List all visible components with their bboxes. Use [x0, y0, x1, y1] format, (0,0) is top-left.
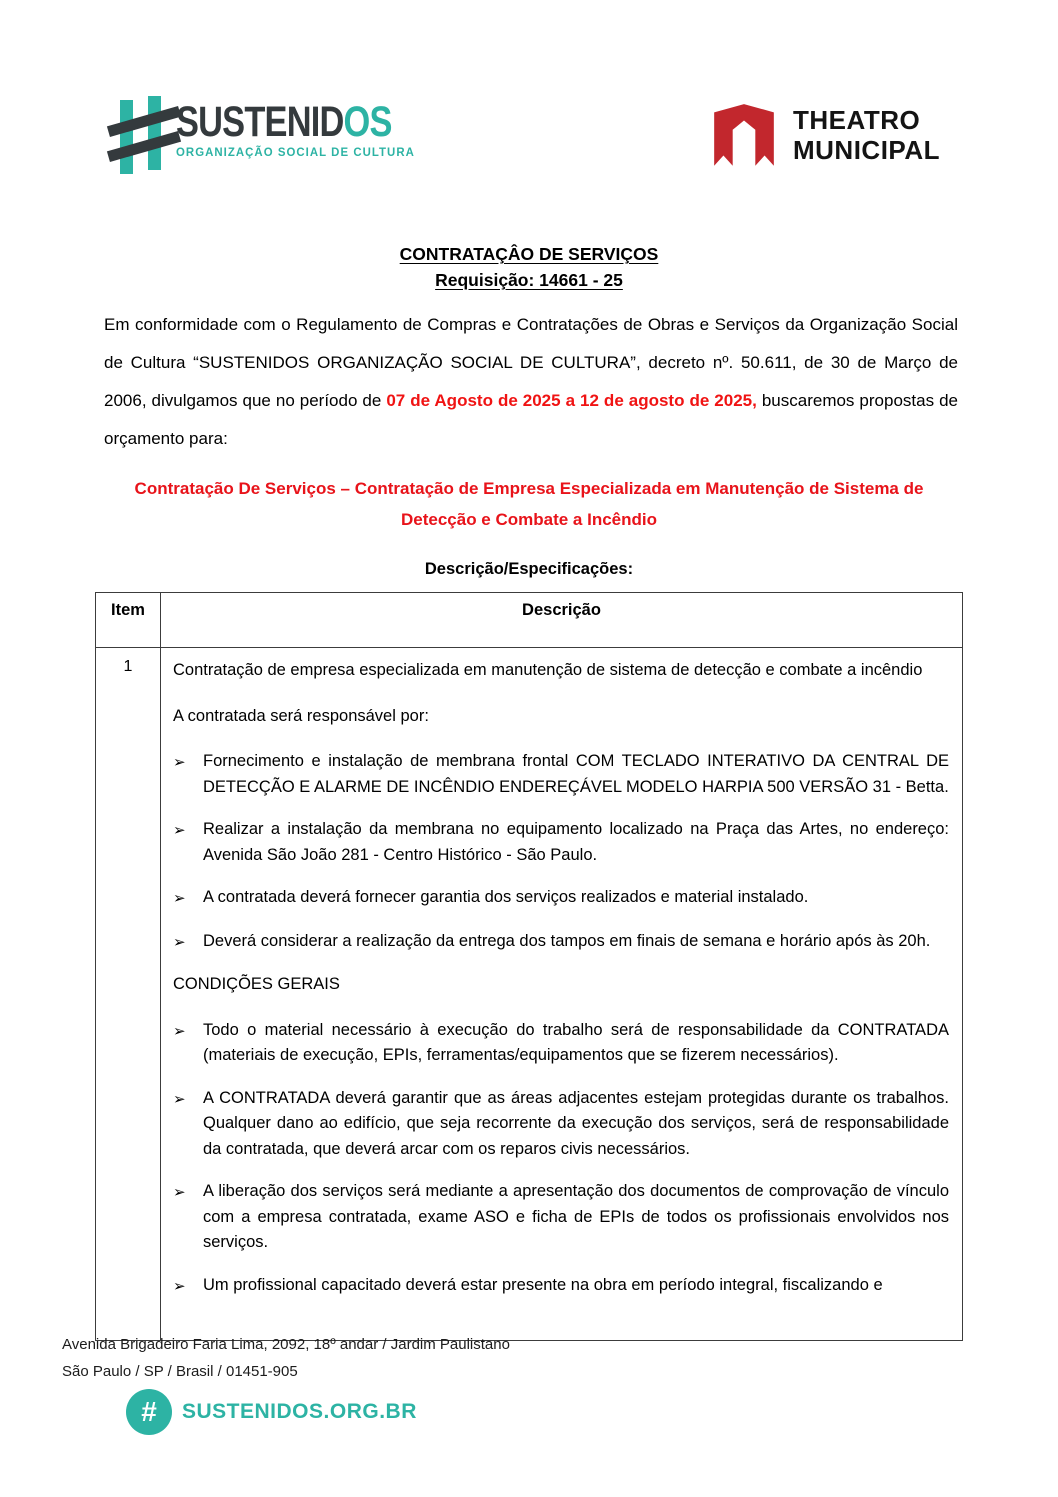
bullet-text: Realizar a instalação da membrana no equipamento localizado na Praça das Artes, no endereço: Avenida São João 281 - Centro Histórico - São Paulo. — [203, 820, 949, 864]
text-paragraph: CONDIÇÕES GERAIS — [173, 975, 340, 993]
bullet-arrow-icon: ➢ — [173, 933, 186, 951]
bullet-item — [173, 1273, 949, 1300]
hashtag-icon — [110, 94, 180, 176]
subject-line1: Contratação De Serviços – Contratação de Empresa Especializada em Manutenção de Sistema de — [134, 479, 924, 498]
theatro-arch-icon — [713, 101, 775, 173]
document-title — [0, 241, 1058, 293]
theatro-line1: THEATRO — [793, 105, 921, 135]
hashtag-bar — [120, 100, 133, 174]
bullet-text: A CONTRATADA deverá garantir que as áreas adjacentes estejam protegidas durante os trabalhos. Qualquer dano ao edifício, que seja recorrente da execução dos serviços, será de responsabilidade da contratada, que deverá arcar com os reparos civis necessários. — [203, 1088, 949, 1158]
theatro-municipal-logo — [713, 101, 973, 185]
bullet-text: A contratada deverá fornecer garantia dos serviços realizados e material instalado. — [203, 888, 809, 906]
bullet-item — [173, 1179, 949, 1256]
table-header-row — [96, 593, 962, 648]
intro-post: buscaremos propostas de orçamento para: — [104, 391, 958, 448]
bullet-arrow-icon: ➢ — [173, 1022, 186, 1040]
bullet-text: A liberação dos serviços será mediante a apresentação dos documentos de comprovação de vínculo com a empresa contratada, exame ASO e ficha de EPIs de todos os profissionais envolvidos nos serviços. — [203, 1182, 949, 1251]
theatro-line2: MUNICIPAL — [793, 135, 941, 165]
bullet-arrow-icon: ➢ — [173, 822, 186, 839]
hashtag-circle-icon: # — [126, 1389, 172, 1435]
description-table — [95, 592, 963, 1341]
bullet-item — [173, 885, 949, 912]
text-paragraph: Contratação de empresa especializada em manutenção de sistema de detecção e combate a incêndio — [173, 661, 923, 679]
bullet-text: Um profissional capacitado deverá estar presente na obra em período integral, fiscalizando e — [203, 1275, 883, 1294]
footer-address-line2: São Paulo / SP / Brasil / 01451-905 — [62, 1363, 298, 1380]
bullet-item — [173, 817, 949, 868]
footer-website: SUSTENIDOS.ORG.BR — [182, 1400, 417, 1423]
text-paragraph: A contratada será responsável por: — [173, 706, 429, 725]
bullet-arrow-icon: ➢ — [173, 1184, 186, 1201]
subject-line2: Detecção e Combate a Incêndio — [400, 510, 658, 529]
intro-paragraph — [104, 306, 958, 458]
intro-date-range: 07 de Agosto de 2025 a 12 de agosto de 2025, — [386, 391, 757, 410]
wordmark-accent: OS — [343, 98, 392, 146]
spec-section-label: Descrição/Especificações: — [424, 560, 634, 578]
footer-sustenidos-logo — [126, 1389, 426, 1439]
description-column-header: Descrição — [522, 601, 601, 619]
description-cell — [161, 648, 962, 1341]
hashtag-bar — [148, 96, 161, 170]
title-line2: Requisição: 14661 - 25 — [435, 270, 623, 290]
wordmark-dark: SUSTENID — [176, 98, 344, 146]
title-line1: CONTRATAÇÂO DE SERVIÇOS — [399, 244, 659, 264]
bullet-arrow-icon: ➢ — [173, 1090, 186, 1108]
bullet-text: Todo o material necessário à execução do trabalho será de responsabilidade da CONTRATADA (materiais de execução, EPIs, ferramentas/equipamentos que se fizerem necessários). — [203, 1020, 949, 1064]
footer-address-line1: Avenida Brigadeiro Faria Lima, 2092, 18º andar / Jardim Paulistano — [62, 1336, 510, 1353]
bullet-arrow-icon: ➢ — [173, 754, 186, 771]
sustenidos-logo — [108, 92, 415, 182]
bullet-item — [173, 1086, 949, 1163]
bullet-arrow-icon: ➢ — [173, 890, 186, 907]
subject-heading — [0, 473, 1058, 535]
item-column-header: Item — [96, 593, 161, 647]
sustenidos-tagline: ORGANIZAÇÃO SOCIAL DE CULTURA — [176, 145, 415, 159]
bullet-text: Deverá considerar a realização da entrega dos tampos em finais de semana e horário após às 20h. — [203, 931, 931, 950]
table-row — [96, 648, 962, 1341]
hashtag-bar — [107, 131, 181, 162]
bullet-item — [173, 749, 949, 800]
bullet-arrow-icon: ➢ — [173, 1277, 186, 1295]
sustenidos-wordmark — [176, 98, 392, 147]
item-number-cell: 1 — [96, 648, 161, 1341]
intro-pre: Em conformidade com o Regulamento de Compras e Contratações de Obras e Serviços da Organização Social de Cultura “SUSTENIDOS ORGANIZAÇÃO SOCIAL DE CULTURA”, decreto nº. 50.611, de 30 de Março de 2006, divulgamos que no período de — [104, 315, 958, 410]
bullet-item — [173, 929, 949, 956]
theatro-wordmark — [793, 105, 940, 165]
bullet-text: Fornecimento e instalação de membrana frontal COM TECLADO INTERATIVO DA CENTRAL DE DETECÇÃO E ALARME DE INCÊNDIO ENDEREÇÁVEL MODELO HARPIA 500 VERSÃO 31 - Betta. — [203, 752, 949, 796]
bullet-item — [173, 1018, 949, 1069]
